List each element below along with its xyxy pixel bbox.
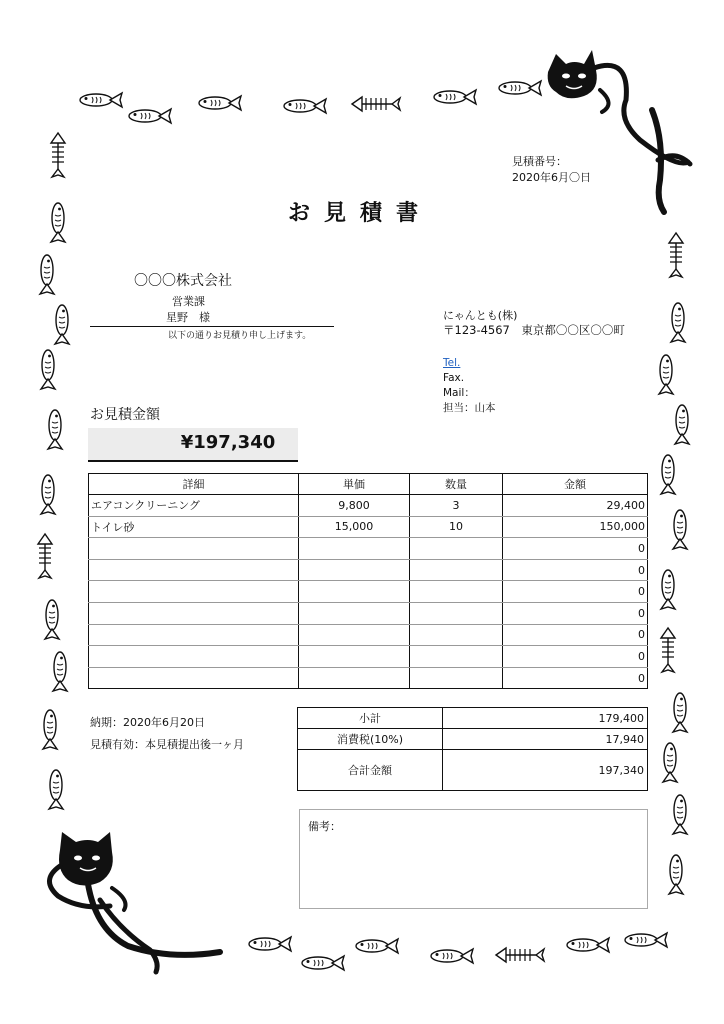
header-quantity: 数量: [410, 474, 503, 495]
issuer-block: [443, 308, 625, 338]
subtotal-label: 小計: [298, 708, 443, 729]
grand-total-value: 197,340: [443, 750, 648, 791]
document-title: お見積書: [287, 201, 432, 226]
issuer-company: にゃんとも(株): [443, 309, 518, 322]
fish-icon: [434, 90, 476, 104]
cell-amount: 0: [503, 538, 648, 560]
cell-detail: エアコンクリーニング: [89, 495, 299, 517]
cell-amount: 29,400: [503, 495, 648, 517]
cell-detail: [89, 538, 299, 560]
grand-total-row: [298, 750, 648, 791]
cell-quantity: [410, 538, 503, 560]
fish-icon: [284, 99, 326, 113]
cell-unit-price: [299, 538, 410, 560]
fish-icon: [45, 600, 59, 639]
fish-icon: [40, 255, 54, 294]
cell-unit-price: 15,000: [299, 516, 410, 538]
issuer-contact: [443, 356, 496, 416]
cell-amount: 0: [503, 646, 648, 668]
cell-detail: [89, 581, 299, 603]
tax-value: 17,940: [443, 729, 648, 750]
grand-total-label: 合計金額: [298, 750, 443, 791]
cell-quantity: [410, 667, 503, 689]
cell-detail: [89, 624, 299, 646]
subtotal-row: [298, 708, 648, 729]
client-company: 〇〇〇株式会社: [134, 273, 232, 289]
fish-icon: [199, 96, 241, 110]
quote-amount-box: [88, 428, 298, 462]
cell-detail: トイレ砂: [89, 516, 299, 538]
fish-icon: [659, 355, 673, 394]
header-amount: 金額: [503, 474, 648, 495]
quote-number-label: 見積番号：: [512, 155, 567, 168]
header-detail: 詳細: [89, 474, 299, 495]
fish-icon: [499, 81, 541, 95]
header-unit-price: 単価: [299, 474, 410, 495]
cell-amount: 0: [503, 602, 648, 624]
fish-icon: [356, 939, 398, 953]
fish-icon: [48, 410, 62, 449]
fish-icon: [43, 710, 57, 749]
fish-icon: [80, 93, 122, 107]
client-department: 営業課: [172, 295, 205, 308]
quote-meta: [512, 154, 591, 186]
table-row: [89, 602, 648, 624]
subtotal-value: 179,400: [443, 708, 648, 729]
mail-label: Mail：: [443, 387, 475, 399]
client-person: 星野 様: [166, 311, 210, 324]
fish-icon: [567, 938, 609, 952]
cell-amount: 0: [503, 667, 648, 689]
cell-unit-price: [299, 624, 410, 646]
cell-unit-price: 9,800: [299, 495, 410, 517]
fish-icon: [53, 652, 67, 691]
fish-icon: [661, 455, 675, 494]
cell-quantity: [410, 559, 503, 581]
issuer-address: 〒123-4567 東京都〇〇区〇〇町: [443, 323, 625, 337]
table-row: [89, 538, 648, 560]
intro-text: 以下の通りお見積り申し上げます。: [168, 331, 312, 341]
fish-icon: [55, 305, 69, 344]
cell-unit-price: [299, 559, 410, 581]
fish-bone-icon: [669, 233, 683, 277]
cell-quantity: 3: [410, 495, 503, 517]
table-row: [89, 624, 648, 646]
cell-detail: [89, 559, 299, 581]
black-cat-icon: [548, 50, 690, 212]
table-row: [89, 581, 648, 603]
delivery-date: 納期：2020年6月20日: [90, 716, 205, 729]
tax-label: 消費税(10%): [298, 729, 443, 750]
cell-detail: [89, 646, 299, 668]
quote-date: 2020年6月〇日: [512, 171, 591, 184]
fish-icon: [671, 303, 685, 342]
cell-quantity: [410, 602, 503, 624]
quote-amount-label: お見積金額: [90, 407, 160, 423]
fish-icon: [49, 770, 63, 809]
fish-icon: [663, 743, 677, 782]
staff-label: 担当：山本: [443, 402, 496, 414]
items-header-row: [89, 474, 648, 495]
terms-block: [90, 712, 244, 756]
table-row: [89, 559, 648, 581]
fish-icon: [51, 203, 65, 242]
fish-icon: [302, 956, 344, 970]
cell-quantity: [410, 581, 503, 603]
cell-unit-price: [299, 581, 410, 603]
fish-icon: [675, 405, 689, 444]
cell-detail: [89, 667, 299, 689]
fish-icon: [669, 855, 683, 894]
table-row: [89, 495, 648, 517]
cell-unit-price: [299, 646, 410, 668]
cell-amount: 150,000: [503, 516, 648, 538]
tax-row: [298, 729, 648, 750]
tel-link[interactable]: Tel.: [443, 357, 461, 369]
fish-icon: [661, 570, 675, 609]
totals-table: [297, 707, 648, 791]
cell-amount: 0: [503, 624, 648, 646]
quote-amount-value: ¥197,340: [180, 432, 276, 453]
cell-unit-price: [299, 667, 410, 689]
black-cat-icon: [49, 832, 220, 972]
validity: 見積有効：本見積提出後一ヶ月: [90, 738, 244, 751]
fish-icon: [625, 933, 667, 947]
cell-amount: 0: [503, 559, 648, 581]
cell-detail: [89, 602, 299, 624]
fish-icon: [673, 795, 687, 834]
fish-icon: [129, 109, 171, 123]
fish-bone-icon: [38, 534, 52, 578]
fish-bone-icon: [661, 628, 675, 672]
fish-bone-icon: [352, 97, 400, 111]
cell-quantity: 10: [410, 516, 503, 538]
fish-icon: [673, 510, 687, 549]
fish-bone-icon: [496, 948, 544, 962]
notes-box[interactable]: [299, 809, 648, 909]
fish-icon: [41, 475, 55, 514]
table-row: [89, 516, 648, 538]
cell-quantity: [410, 646, 503, 668]
notes-label: 備考：: [308, 820, 341, 833]
fish-icon: [249, 937, 291, 951]
items-table: [88, 473, 648, 689]
fish-icon: [673, 693, 687, 732]
fish-bone-icon: [51, 133, 65, 177]
fish-icon: [431, 949, 473, 963]
fish-icon: [41, 350, 55, 389]
cell-quantity: [410, 624, 503, 646]
cell-unit-price: [299, 602, 410, 624]
table-row: [89, 646, 648, 668]
cell-amount: 0: [503, 581, 648, 603]
table-row: [89, 667, 648, 689]
fax-label: Fax.: [443, 372, 465, 384]
client-underline: [90, 326, 334, 327]
